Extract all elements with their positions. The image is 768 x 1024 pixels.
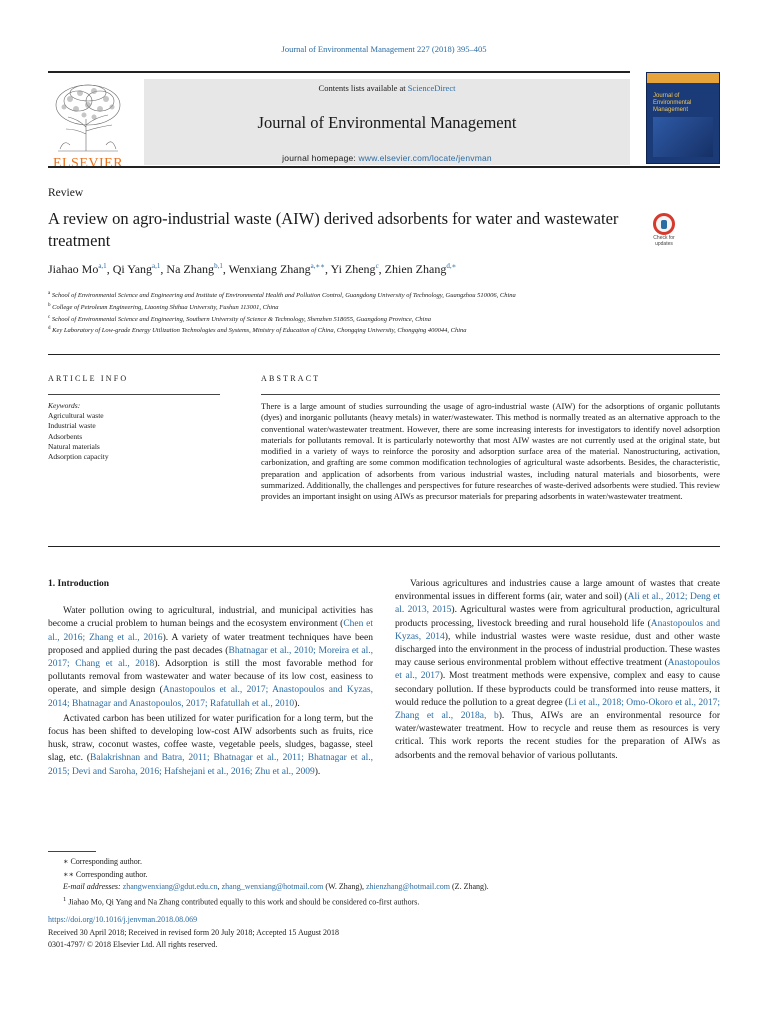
article-info-heading: ARTICLE INFO <box>48 374 129 383</box>
author-name[interactable]: Yi Zheng <box>330 262 376 276</box>
paragraph-text: ), while industrial wastes were waste residue, dust and other waste discharged into the environment in the process of industrial production. These wastes may cause serious environmental problem without effective treatment ( <box>395 631 720 669</box>
divider <box>48 354 720 355</box>
body-column-right <box>395 578 720 765</box>
keyword: Natural materials <box>48 441 100 451</box>
abstract-heading: ABSTRACT <box>261 374 321 383</box>
affiliation-text: School of Environmental Science and Engineering and Institute of Environmental Health and Pollution Control, Guangdong University of Technology, Guangzhou 510006, China <box>50 292 516 300</box>
citation-link[interactable]: Chen et al., 2016; Zhang et al., 2016 <box>48 619 373 643</box>
co-first-text: Jiahao Mo, Qi Yang and Na Zhang contributed equally to this work and should be considered co-first authors. <box>66 897 420 907</box>
body-column-left <box>48 578 373 781</box>
author-affiliation-mark[interactable]: d,∗ <box>446 262 457 270</box>
paragraph-text: Water pollution owing to agricultural, industrial, and municipal activities has become a crucial problem to human beings and the ecosystem environment ( <box>48 606 373 630</box>
paragraph-text: ). Agricultural wastes were from agricultural production, agricultural products processing, livestock breeding and rural household life ( <box>395 605 720 629</box>
email-link[interactable]: zhang_wenxiang@hotmail.com <box>221 882 324 891</box>
author-name[interactable]: Qi Yang <box>112 262 153 276</box>
cover-picture <box>653 117 713 157</box>
author-affiliation-mark[interactable]: b,1 <box>214 262 223 270</box>
affiliation-list <box>48 289 668 336</box>
email-owner: (Z. Zhang). <box>450 882 489 891</box>
masthead-box <box>144 79 630 165</box>
article-type: Review <box>48 187 84 199</box>
paragraph-text: ). Most treatment methods were expensive, complex and easy to cause secondary pollution. If these byproducts could be transformed into reuse matters, it would reduce the pollution to a great degree ( <box>395 671 720 708</box>
keywords-block <box>48 401 220 462</box>
citation-link[interactable]: Anastopoulos and Kyzas, 2014 <box>395 618 720 642</box>
homepage-prefix: journal homepage: <box>282 153 359 163</box>
affiliation-mark: a <box>48 291 51 296</box>
divider <box>261 394 720 395</box>
paragraph-text: Various agricultures and industries cause a large amount of wastes that create environmental issues in different forms (air, water and soil) ( <box>395 579 720 603</box>
crossmark-icon <box>653 213 675 235</box>
affiliation-mark: b <box>48 302 51 308</box>
affiliation-text: College of Petroleum Engineering, Liaoning Shihua University, Fushun 113001, China <box>50 303 279 311</box>
footnotes <box>48 856 720 909</box>
homepage-link[interactable]: www.elsevier.com/locate/jenvman <box>358 153 492 163</box>
elsevier-tree-icon <box>48 79 128 155</box>
affiliation-mark: c <box>48 314 51 320</box>
affiliation-mark: d <box>48 326 51 332</box>
keyword: Industrial waste <box>48 421 96 431</box>
author-affiliation-mark[interactable]: a,1 <box>98 262 107 270</box>
author-name[interactable]: Zhien Zhang <box>384 262 447 276</box>
affiliation <box>48 301 668 313</box>
article-footer <box>48 914 720 952</box>
paragraph <box>48 605 373 711</box>
citation-link[interactable]: Ali et al., 2012; Deng et al. 2013, 2015 <box>395 592 720 616</box>
elsevier-logo <box>48 79 128 171</box>
affiliation-text: Key Laboratory of Low-grade Energy Utilization Technologies and Systems, Ministry of Education of China, Chongqing University, Chongqing 400044, China <box>50 327 467 335</box>
elsevier-wordmark: ELSEVIER <box>52 156 124 171</box>
received-dates: Received 30 April 2018; Received in revised form 20 July 2018; Accepted 15 August 2018 <box>48 927 340 937</box>
crossmark-bookmark <box>661 220 667 229</box>
cover-title: Journal of Environmental Management <box>653 93 692 113</box>
cover-band <box>647 73 719 83</box>
corresponding-author-note: ∗∗ Corresponding author. <box>63 869 148 879</box>
email-link[interactable]: zhienzhang@hotmail.com <box>366 882 451 891</box>
paragraph-text: ). A variety of water treatment techniques have been proposed and applied during the past decades ( <box>48 632 373 656</box>
paragraph-text: Activated carbon has been utilized for water purification for a long term, but the focus has been shifted to developing low-cost AIW adsorbents such as fruits, rice husk, straw, coconut wastes, coffee waste, vegetable peels, sludges, bagasse, steel slag, etc. ( <box>48 713 373 764</box>
affiliation-text: School of Environmental Science and Engineering, Southern University of Science & Technology, Shenzhen 518055, Guangdong Province, China <box>50 315 431 323</box>
paragraph-text: ). Thus, AIWs are an environmental resource for water/wastewater treatment. How to recycle and reuse them as resources is very critical. This work reports the recent studies for the preparation of AIWs as adsorbents and the removal behavior of various pollutants. <box>395 711 721 761</box>
author-affiliation-mark[interactable]: a,1 <box>152 262 161 270</box>
contents-prefix: Contents lists available at <box>318 83 408 93</box>
divider <box>48 546 720 547</box>
masthead <box>48 71 630 171</box>
citation-link[interactable]: Anastopoulos et al., 2017; Anastopoulos and Kyzas, 2014; Bhatnagar and Anastopoulos, 2017; Rafatullah et al., 2010 <box>48 685 373 709</box>
author-affiliation-mark[interactable]: a,∗∗ <box>310 262 325 270</box>
paragraph <box>48 713 373 779</box>
contents-line <box>144 83 630 93</box>
divider <box>48 394 220 395</box>
affiliation <box>48 324 668 336</box>
copyright: 0301-4797/ © 2018 Elsevier Ltd. All rights reserved. <box>48 940 218 949</box>
paragraph-text: ). Adsorption is still the most favorable method for pollutants removal from wastewater and water because of its low cost, easiness to operate, and simple design ( <box>48 659 373 696</box>
citation-link[interactable]: Bhatnagar et al., 2010; Moreira et al., 2017; Chang et al., 2018 <box>48 645 373 670</box>
doi-link[interactable]: https://doi.org/10.1016/j.jenvman.2018.08.069 <box>48 915 198 924</box>
journal-citation[interactable]: Journal of Environmental Management 227 (2018) 395–405 <box>281 44 487 54</box>
affiliation <box>48 313 668 325</box>
email-owner: (W. Zhang), <box>323 882 366 891</box>
keywords-heading: Keywords: <box>48 401 81 410</box>
author-name[interactable]: Jiahao Mo <box>48 262 99 276</box>
citation-link[interactable]: Li et al., 2018; Omo-Okoro et al., 2017; Zhang et al., 2018a, b <box>395 697 720 722</box>
footnote-mark: 1 <box>63 895 67 903</box>
keywords-list <box>48 411 220 462</box>
affiliation <box>48 289 668 301</box>
paragraph <box>395 578 720 763</box>
article-title: A review on agro-industrial waste (AIW) derived adsorbents for water and wastewater treatment <box>48 209 619 250</box>
section-heading: 1. Introduction <box>48 579 110 589</box>
separator: , <box>217 882 222 891</box>
keyword: Adsorbents <box>48 431 83 441</box>
author-name[interactable]: Wenxiang Zhang <box>228 262 311 276</box>
citation-link[interactable]: Anastopoulos et al., 2017 <box>395 658 720 682</box>
author-affiliation-mark[interactable]: c <box>375 262 379 270</box>
masthead-divider <box>48 166 720 168</box>
email-addresses <box>48 881 720 894</box>
paragraph-text: ). <box>314 766 321 777</box>
sciencedirect-link[interactable]: ScienceDirect <box>407 83 456 93</box>
author-list: Jiahao Mo$^{a,1}$, Qi Yang$^{a,1}$, Na Zhang$^{b,1}$, Wenxiang Zhang$^{a,∗∗}$, Yi Zheng$^c$, Zhien Zhang$^{d,∗}$ <box>48 262 457 276</box>
crossmark-label: Check for updates <box>653 235 675 247</box>
keyword: Adsorption capacity <box>48 452 109 462</box>
keyword: Agricultural waste <box>48 411 104 421</box>
abstract-text: There is a large amount of studies surrounding the usage of agro-industrial waste (AIW) for the adsorptions of organic pollutants (dyes) and inorganic pollutants (heavy metals) in water/wastewater. This method is normally treated as an alternative approach to the conventional water/wastewater treatment. However, there are some increasing interests for investigators to identify novel adsorption materials for pollutants removal. It is particularly noteworthy that most AIW wastes are not currently used at the original state, but modified in a variety of ways to reinforce the porosity and adsorption surface area of the material. Nanostructuring, activation, carbonization, and grafting are some common modification technologies of agricultural waste adsorbents. Besides, the characteristic, preparation and application of adsorbents from various industrial wastes, including natural materials and biosorbents, were summarized. Additionally, the challenges and perspectives for future researches of waste-derived adsorbents were studied. This review provides an important insight on using AIWs as precursor materials for preparing adsorbents in water/wastewater treatment. <box>261 401 720 502</box>
check-for-updates-badge[interactable] <box>644 212 684 252</box>
corresponding-author-note: ∗ Corresponding author. <box>63 857 142 866</box>
citation-link[interactable]: Balakrishnan and Batra, 2011; Bhatnagar et al., 2011; Bhatnagar et al., 2015; Devi and Saroha, 2016; Hafshejani et al., 2016; Zhu et al., 2009 <box>48 753 373 777</box>
co-first-author-note <box>48 894 720 909</box>
journal-title: Journal of Environmental Management <box>257 113 517 132</box>
paragraph-text: ). <box>294 698 300 709</box>
email-label: E-mail addresses: <box>63 882 123 891</box>
homepage-line <box>144 153 630 163</box>
email-link[interactable]: zhangwenxiang@gdut.edu.cn <box>122 882 218 891</box>
author-name[interactable]: Na Zhang <box>166 262 215 276</box>
footnote-divider <box>48 851 96 852</box>
journal-cover-image[interactable] <box>646 72 720 164</box>
